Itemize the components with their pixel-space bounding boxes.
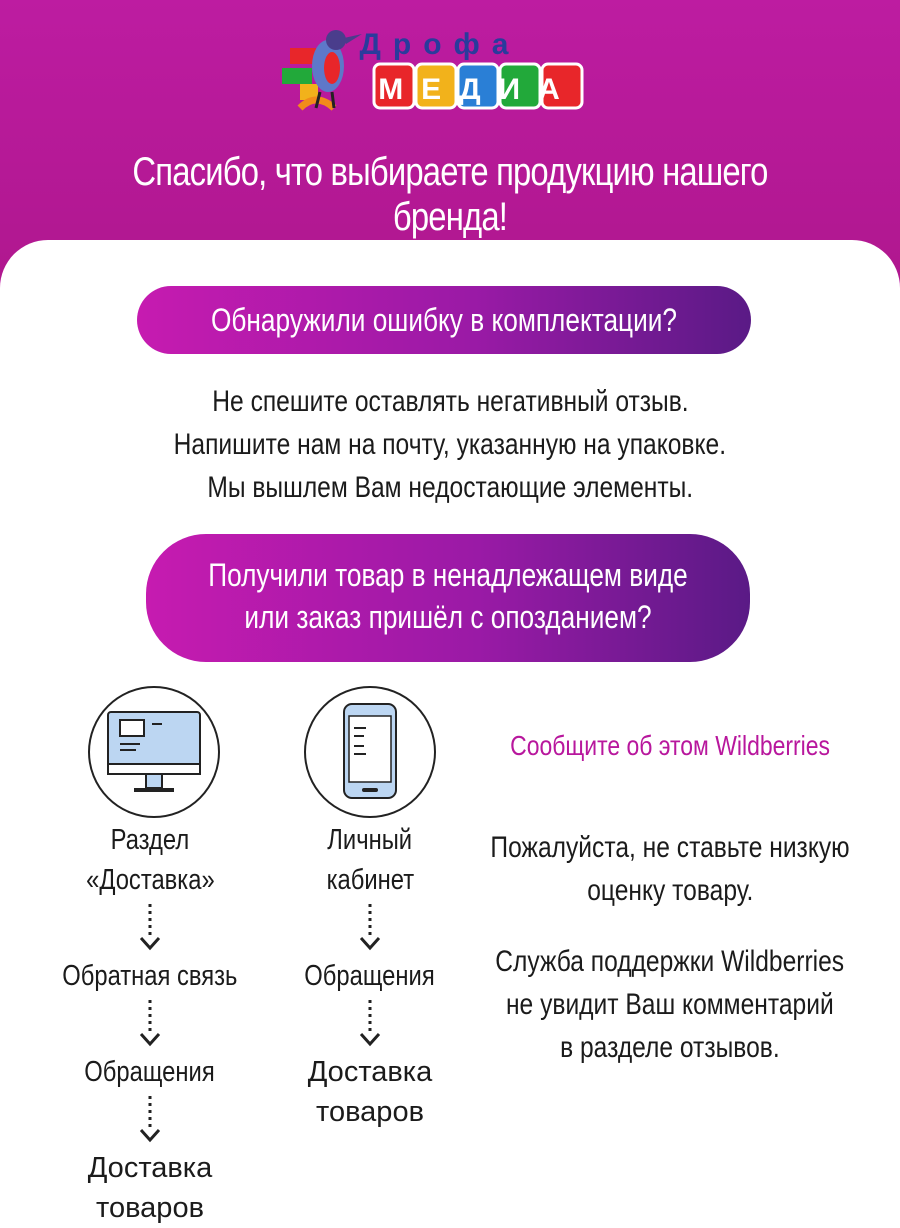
desktop-title-2: «Доставка»: [85, 864, 215, 896]
brand-bottom-text: МЕДИА: [378, 73, 578, 106]
header-banner: [0, 0, 900, 280]
desktop-path: [40, 820, 260, 1228]
mobile-title-2: кабинет: [326, 864, 414, 896]
desktop-monitor-icon: [88, 686, 220, 818]
notice-title-text: Сообщите об этом Wildberries: [510, 730, 830, 761]
missing-line-3: Мы вышлем Вам недостающие элементы.: [207, 471, 693, 504]
desktop-step-3: Доставка товаров: [87, 1152, 213, 1224]
notice-text: [450, 826, 890, 1069]
notice-p2-line-2: не увидит Ваш комментарий: [506, 988, 834, 1021]
notice-p2-line-3: в разделе отзывов.: [560, 1031, 780, 1064]
mobile-step-1: Обращения: [304, 960, 436, 992]
dotted-arrow-down-icon: [355, 902, 385, 954]
dotted-arrow-down-icon: [135, 998, 165, 1050]
missing-parts-text: [0, 380, 900, 509]
pill-damaged-line-1: Получили товар в ненадлежащем виде: [208, 557, 688, 593]
brand-top-text: Дрофа: [359, 28, 521, 61]
smartphone-icon: [304, 686, 436, 818]
desktop-title-1: Раздел: [110, 824, 190, 856]
pill-missing-parts: [137, 286, 751, 354]
mobile-path: [260, 820, 480, 1132]
notice-p2-line-1: Служба поддержки Wildberries: [495, 945, 845, 978]
page-headline: Спасибо, что выбираете продукцию нашего бренда!: [132, 150, 768, 239]
desktop-step-2: Обращения: [84, 1056, 216, 1088]
brand-logo: [270, 18, 630, 128]
desktop-step-1: Обратная связь: [62, 960, 238, 992]
notice-p1-line-1: Пожалуйста, не ставьте низкую: [490, 831, 850, 864]
missing-line-1: Не спешите оставлять негативный отзыв.: [211, 385, 689, 418]
dotted-arrow-down-icon: [355, 998, 385, 1050]
pill-missing-parts-text: Обнаружили ошибку в комплектации?: [210, 302, 677, 338]
pill-damaged-delivery: [146, 534, 750, 662]
mobile-title-1: Личный: [327, 824, 413, 856]
content-card: [0, 240, 900, 1224]
missing-line-2: Напишите нам на почту, указанную на упаковке.: [173, 428, 727, 461]
dotted-arrow-down-icon: [135, 902, 165, 954]
notice-p1-line-2: оценку товару.: [586, 874, 754, 907]
pill-damaged-line-2: или заказ пришёл с опозданием?: [244, 599, 652, 635]
dotted-arrow-down-icon: [135, 1094, 165, 1146]
mobile-step-2: Доставка товаров: [307, 1056, 433, 1128]
notice-title: [470, 730, 870, 762]
